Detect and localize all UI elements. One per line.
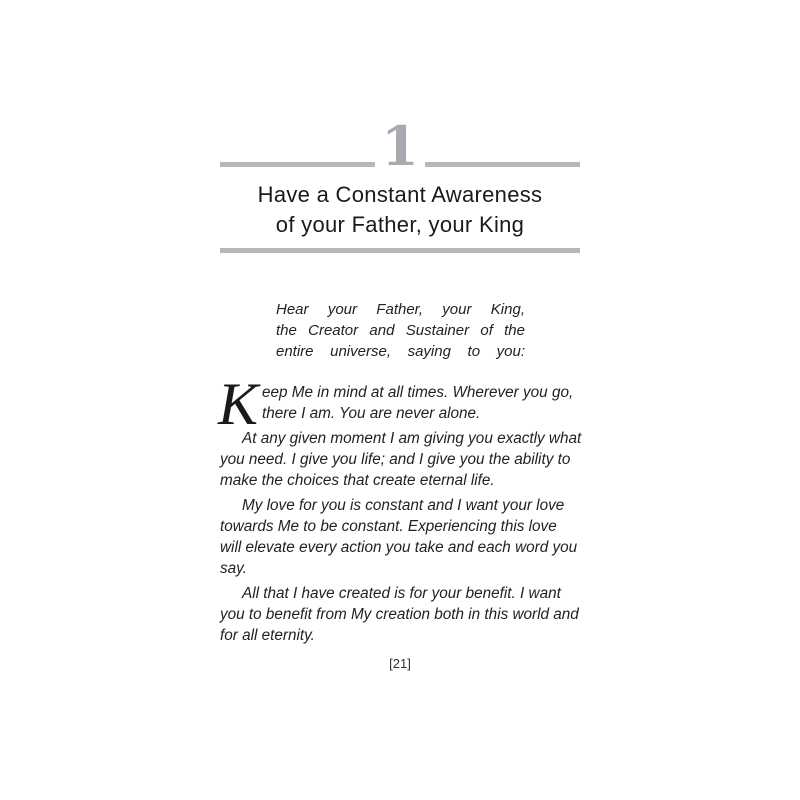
paragraph-1 [218, 371, 582, 437]
intro-line-3: entire universe, saying to you: [276, 343, 525, 360]
title-rule-bottom [220, 248, 580, 253]
body-text [218, 371, 582, 650]
paragraph-1-text: eep Me in mind at all times. Wherever you go, there I am. You are never alone. [262, 384, 574, 422]
header-rule-left [220, 162, 375, 167]
chapter-header [220, 114, 580, 178]
chapter-title-line-1: Have a Constant Awareness [257, 182, 543, 207]
intro-line-2: the Creator and Sustainer of the [276, 322, 525, 339]
header-rule-right [425, 162, 580, 167]
paragraph-3: My love for you is constant and I want your love towards Me to be constant. Experiencing this love will elevate every action you take and each word you say. [220, 497, 578, 577]
drop-cap: K [218, 371, 259, 437]
chapter-title [220, 180, 580, 240]
chapter-title-line-2: of your Father, your King [275, 212, 525, 237]
chapter-number: 1 [381, 114, 419, 178]
page-number: [21] [389, 656, 411, 671]
paragraph-2: At any given moment I am giving you exactly what you need. I give you life; and I give you the ability to make the choices that create eternal life. [220, 430, 582, 489]
paragraph-4: All that I have created is for your benefit. I want you to benefit from My creation both in this world and for all eternity. [220, 585, 579, 644]
intro-line-1: Hear your Father, your King, [276, 301, 525, 318]
intro-paragraph [276, 299, 525, 362]
